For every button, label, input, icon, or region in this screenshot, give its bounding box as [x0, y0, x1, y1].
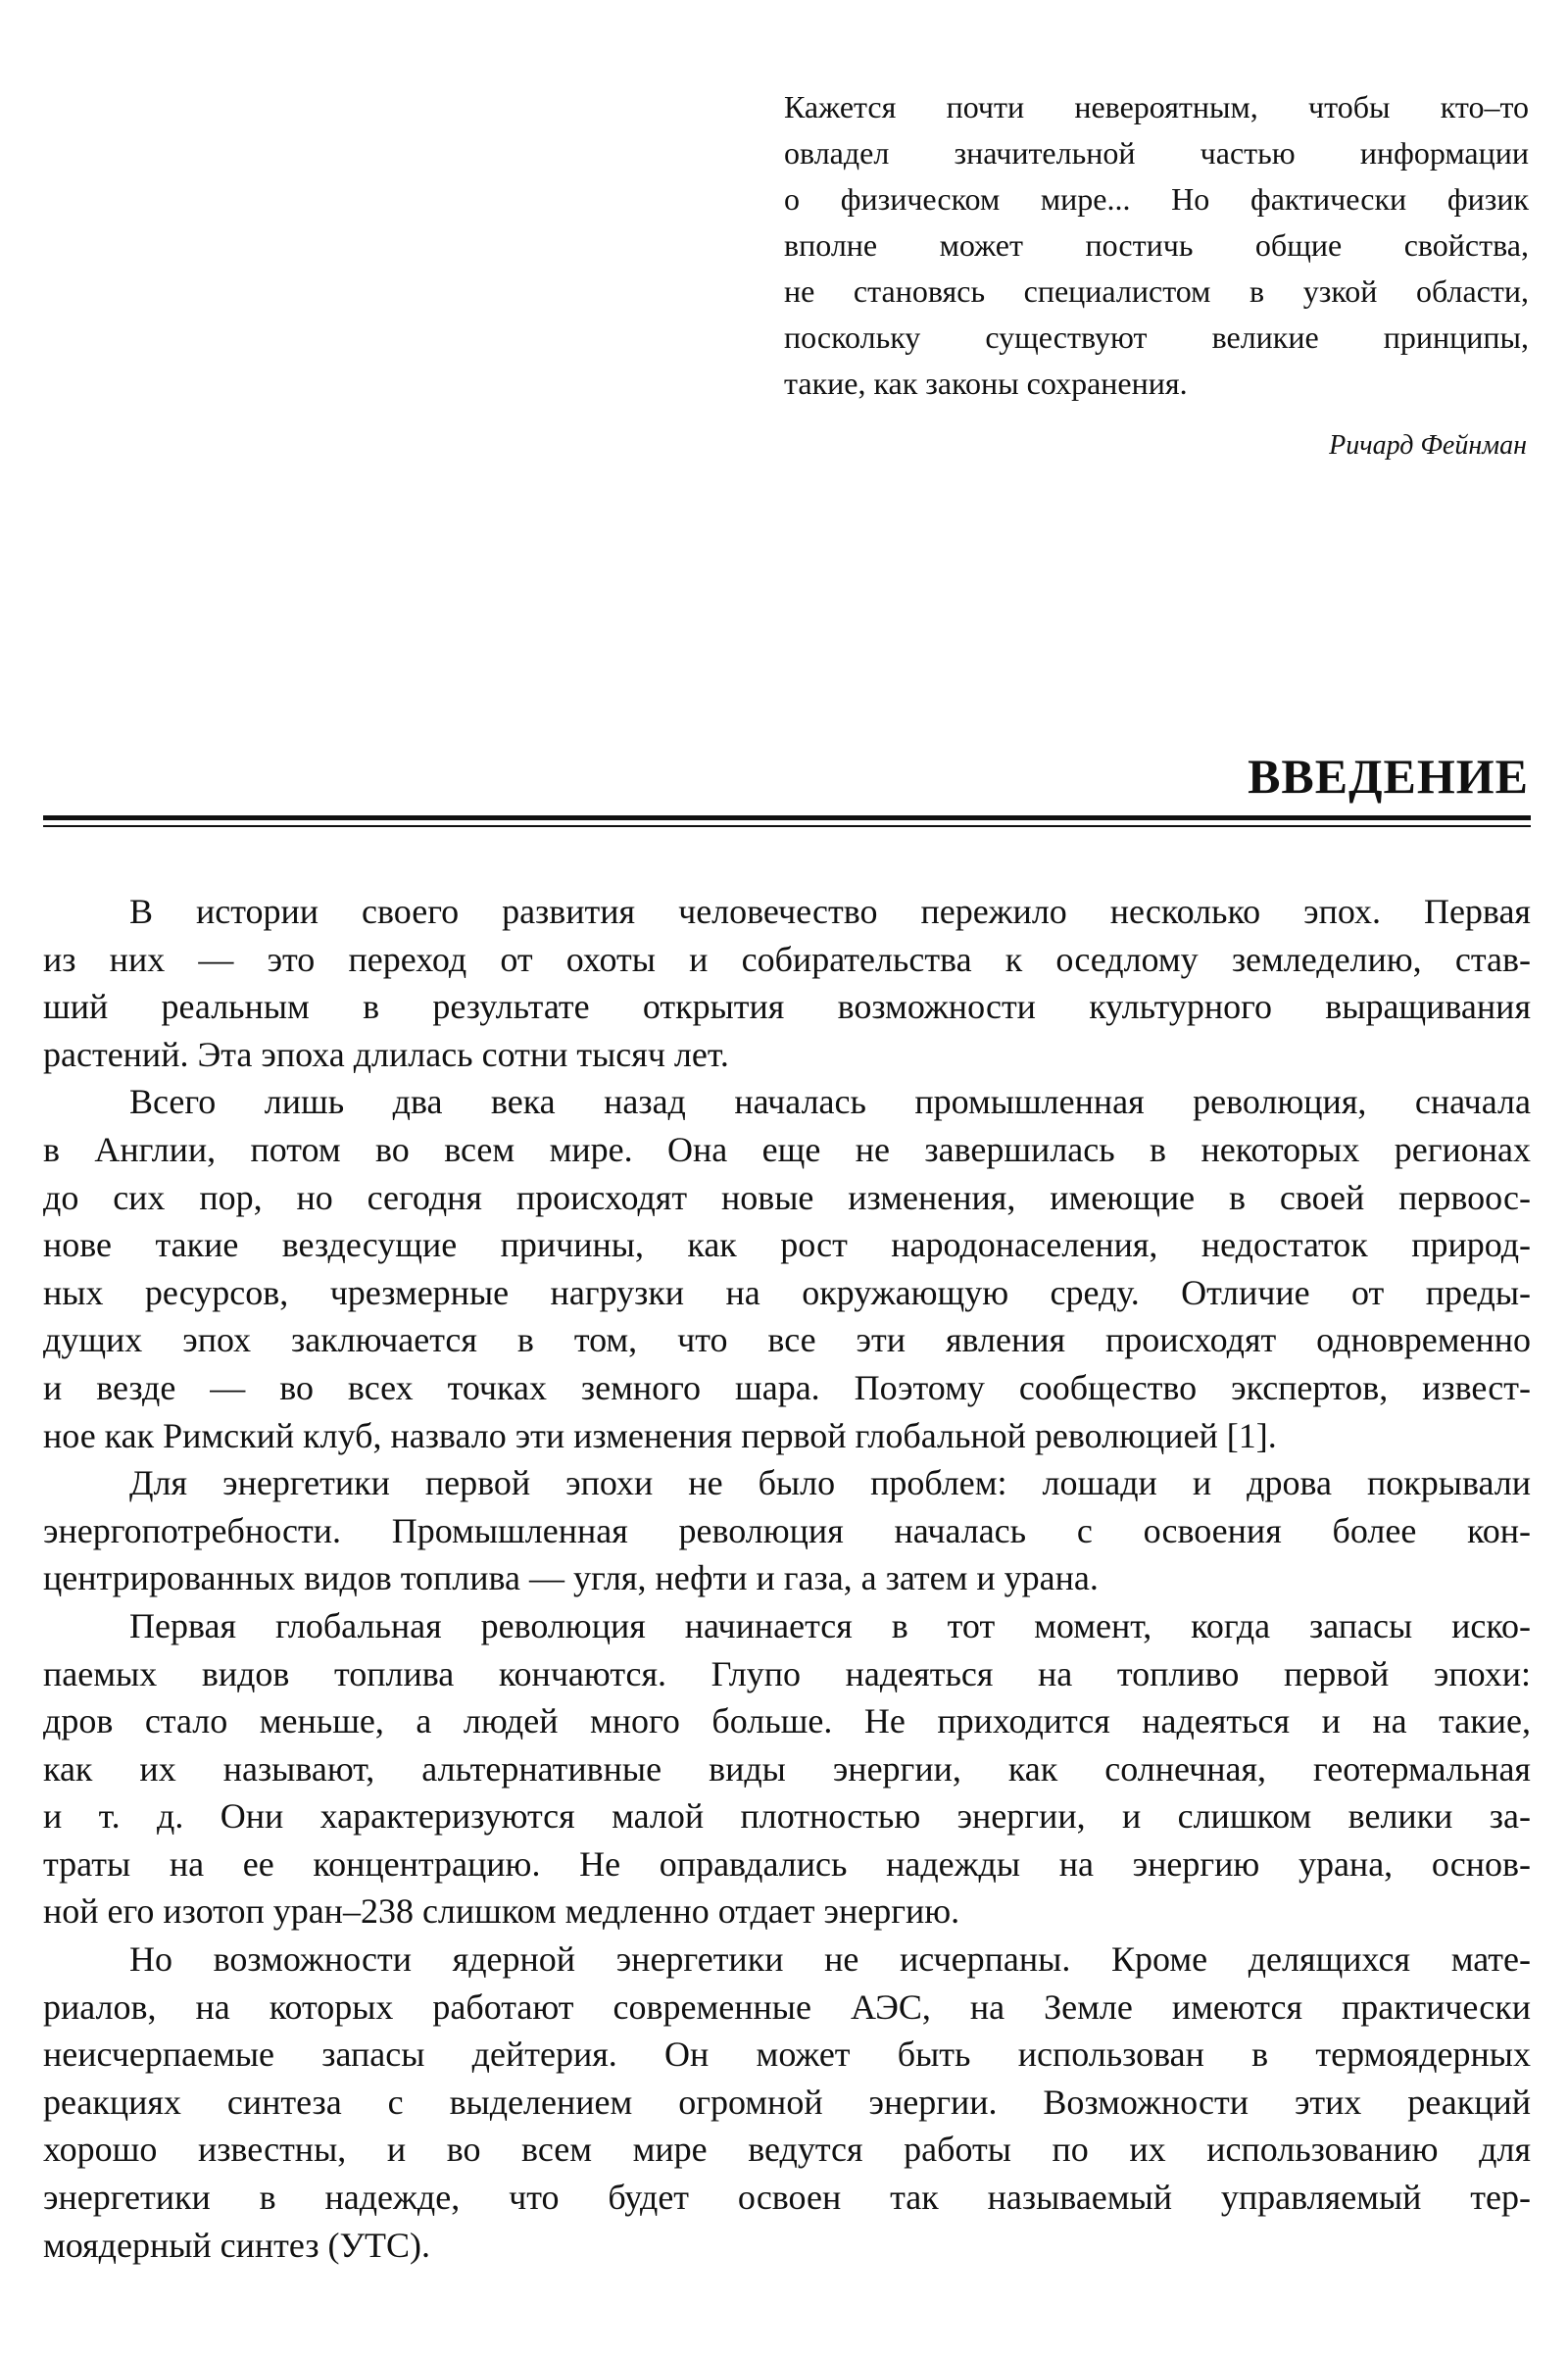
- text-line: риалов, на которых работают современные АЭС, на Земле имеются практически: [43, 1986, 1531, 2027]
- text-line: в Англии, потом во всем мире. Она еще не завершилась в некоторых регионах: [43, 1129, 1531, 1169]
- text-line: дущих эпох заключается в том, что все эти явления происходят одновременно: [43, 1320, 1531, 1360]
- text-line: и везде — во всех точках земного шара. Поэтому сообщество экспертов, извест-: [43, 1367, 1531, 1407]
- text-line: как их называют, альтернативные виды энергии, как солнечная, геотермальная: [43, 1748, 1531, 1789]
- paragraph-3: [43, 1459, 1531, 1602]
- text-line: энергетики в надежде, что будет освоен так называемый управляемый тер-: [43, 2178, 1531, 2218]
- text-line: неисчерпаемые запасы дейтерия. Он может быть использован в термоядерных: [43, 2034, 1531, 2075]
- epigraph-quote: [784, 84, 1529, 407]
- text-line: растений. Эта эпоха длилась сотни тысяч лет.: [43, 1034, 729, 1074]
- epigraph-author: Ричард Фейнман: [1329, 430, 1527, 461]
- paragraph-4: [43, 1602, 1531, 1936]
- title-rule-thick: [43, 815, 1531, 820]
- text-line: моядерный синтез (УТС).: [43, 2225, 431, 2265]
- title-rule-thin: [43, 825, 1531, 827]
- text-line: ных ресурсов, чрезмерные нагрузки на окружающую среду. Отличие от преды-: [43, 1272, 1531, 1312]
- text-line: Всего лишь два века назад началась промышленная революция, сначала: [129, 1082, 1531, 1122]
- text-line: из них — это переход от охоты и собирательства к оседлому земледелию, став-: [43, 939, 1531, 979]
- text-line: энергопотребности. Промышленная революция началась с освоения более кон-: [43, 1510, 1531, 1550]
- epigraph: [784, 84, 1529, 462]
- text-line: ной его изотоп уран–238 слишком медленно отдает энергию.: [43, 1891, 960, 1932]
- text-line: ший реальным в результате открытия возможности культурного выращивания: [43, 987, 1531, 1027]
- epigraph-line: о физическом мире... Но фактически физик: [784, 181, 1529, 217]
- paragraph-2: [43, 1078, 1531, 1459]
- text-line: центрированных видов топлива — угля, нефти и газа, а затем и урана.: [43, 1558, 1099, 1598]
- text-line: ное как Римский клуб, назвало эти изменения первой глобальной революцией [1].: [43, 1415, 1277, 1455]
- text-line: дров стало меньше, а людей много больше. Не приходится надеяться и на такие,: [43, 1701, 1531, 1741]
- epigraph-line: вполне может постичь общие свойства,: [784, 227, 1529, 263]
- text-line: реакциях синтеза с выделением огромной энергии. Возможности этих реакций: [43, 2082, 1531, 2122]
- epigraph-line: Кажется почти невероятным, чтобы кто–то: [784, 89, 1529, 124]
- text-line: Но возможности ядерной энергетики не исчерпаны. Кроме делящихся мате-: [129, 1939, 1531, 1980]
- epigraph-line: поскольку существуют великие принципы,: [784, 319, 1529, 355]
- text-line: и т. д. Они характеризуются малой плотностью энергии, и слишком велики за-: [43, 1796, 1531, 1837]
- text-line: до сих пор, но сегодня происходят новые изменения, имеющие в своей первоос-: [43, 1177, 1531, 1217]
- epigraph-line: овладел значительной частью информации: [784, 135, 1529, 171]
- text-line: В истории своего развития человечество пережило несколько эпох. Первая: [129, 892, 1531, 931]
- text-line: траты на ее концентрацию. Не оправдались надежды на энергию урана, основ-: [43, 1843, 1531, 1884]
- text-line: паемых видов топлива кончаются. Глупо надеяться на топливо первой эпохи:: [43, 1653, 1531, 1693]
- body-text: [43, 888, 1531, 2269]
- paragraph-1: [43, 888, 1531, 1078]
- paragraph-5: [43, 1936, 1531, 2269]
- text-line: Первая глобальная революция начинается в тот момент, когда запасы иско-: [129, 1605, 1531, 1645]
- text-line: Для энергетики первой эпохи не было проблем: лошади и дрова покрывали: [129, 1463, 1531, 1503]
- epigraph-line: такие, как законы сохранения.: [784, 366, 1188, 401]
- epigraph-line: не становясь специалистом в узкой области,: [784, 273, 1529, 309]
- text-line: нове такие вездесущие причины, как рост народонаселения, недостаток природ-: [43, 1225, 1531, 1265]
- chapter-title: ВВЕДЕНИЕ: [1248, 749, 1529, 804]
- text-line: хорошо известны, и во всем мире ведутся работы по их использованию для: [43, 2130, 1531, 2170]
